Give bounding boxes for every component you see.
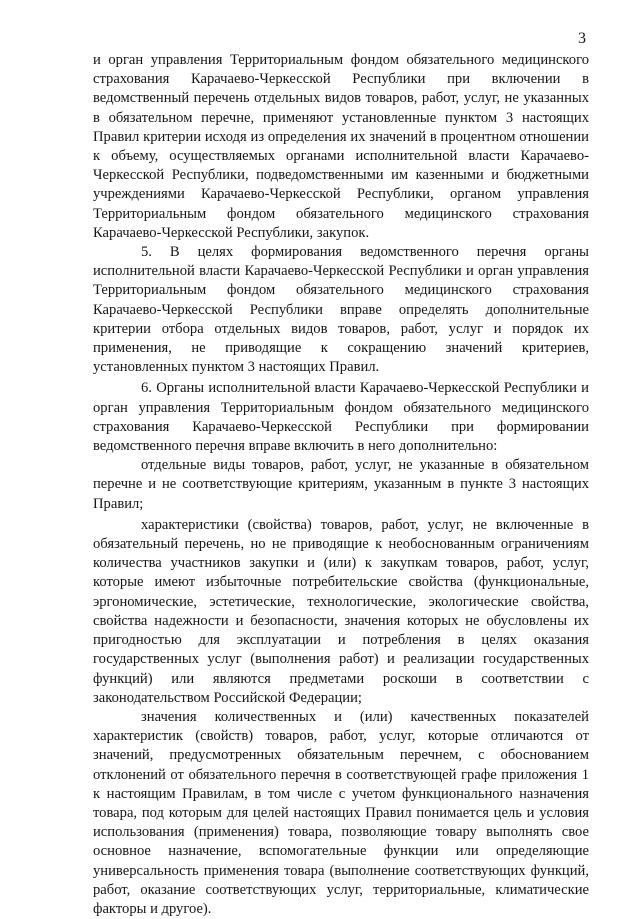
- page-number: 3: [578, 30, 586, 47]
- paragraph-subitem-1: отдельные виды товаров, работ, услуг, не указанные в обязательном перечне и не соответствующие критериям, указанным в пункте 3 настоящих Правил;: [93, 457, 589, 512]
- paragraph-continuation: и орган управления Территориальным фондом обязательного медицинского страхования Карачаево-Черкесской Республики при включении в ведомственный перечень отдельных видов товаров, работ, услуг, не указанных в обязательном перечне, применяют установленные пунктом 3 настоящих Правил критерии исходя из определения их значений в процентном отношении к объему, осуществляемых органами исполнительной власти Карачаево-Черкесской Республики, подведомственными им казенными и бюджетными учреждениями Карачаево-Черкесской Республики, органом управления Территориальным фондом обязательного медицинского страхования Карачаево-Черкесской Республики, закупок.: [93, 52, 589, 241]
- paragraph-item-6: 6. Органы исполнительной власти Карачаево-Черкесской Республики и орган управления Территориальным фондом обязательного медицинского страхования Карачаево-Черкесской Республики при формировании ведомственного перечня вправе включить в него дополнительно:: [93, 380, 589, 455]
- paragraph-item-5: 5. В целях формирования ведомственного перечня органы исполнительной власти Карачаево-Черкесской Республики и орган управления Территориальным фондом обязательного медицинского страхования Карачаево-Черкесской Республики вправе определять дополнительные критерии отбора отдельных видов товаров, работ, услуг и порядок их применения, не приводящие к сокращению значений критериев, установленных пунктом 3 настоящих Правил.: [93, 244, 589, 376]
- document-body: [93, 51, 589, 919]
- paragraph-subitem-3: значения количественных и (или) качественных показателей характеристик (свойств) товаров, работ, услуг, которые отличаются от значений, предусмотренных обязательным перечнем, с обоснованием отклонений от обязательного перечня в соответствующей графе приложения 1 к настоящим Правилам, в том числе с учетом функционального назначения товара, под которым для целей настоящих Правил понимается цель и условия использования (применения) товара, позволяющие товару выполнять свое основное назначение, вспомогательные функции или определяющие универсальность применения товара (выполнение соответствующих функций, работ, оказание соответствующих услуг, территориальные, климатические факторы и другое).: [93, 708, 589, 917]
- paragraph-subitem-2: характеристики (свойства) товаров, работ, услуг, не включенные в обязательный перечень, но не приводящие к необоснованным ограничениям количества участников закупки и (или) к закупкам товаров, работ, услуг, которые имеют избыточные потребительские свойства (функциональные, эргономические, эстетические, технологические, экологические свойства, свойства надежности и безопасности, значения которых не обусловлены их пригодностью для эксплуатации и потребления в целях оказания государственных услуг (выполнения работ) и реализации государственных функций) или являются предметами роскоши в соответствии с законодательством Российской Федерации;: [93, 516, 589, 706]
